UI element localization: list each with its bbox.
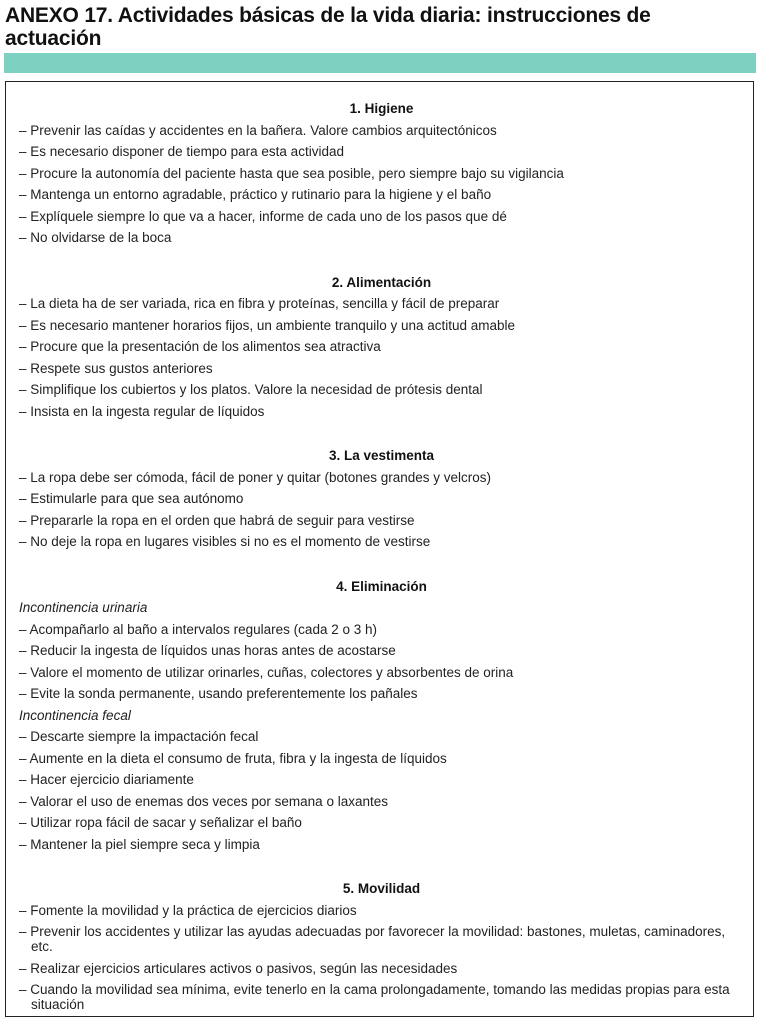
section-2-alimentacion	[19, 272, 744, 423]
bullet-dash: –	[19, 729, 27, 744]
bullet-dash: –	[19, 643, 27, 658]
bullet-dash: –	[19, 686, 27, 701]
list-item-text: Reducir la ingesta de líquidos unas horas antes de acostarse	[30, 643, 396, 658]
bullet-dash: –	[19, 122, 27, 138]
list-item	[19, 206, 744, 228]
list-item-text: Prevenir las caídas y accidentes en la bañera. Valore cambios arquitectónicos	[30, 122, 497, 138]
list-item	[19, 921, 744, 958]
bullet-dash: –	[19, 403, 27, 419]
list-item-text: Realizar ejercicios articulares activos o pasivos, según las necesidades	[30, 960, 458, 976]
bullet-dash: –	[19, 230, 27, 245]
list-item-text: Prepararle la ropa en el orden que habrá de seguir para vestirse	[30, 512, 415, 528]
list-item-text: Cuando la movilidad sea mínima, evite tenerlo en la cama prolongadamente, tomando las medidas propias para esta situación	[30, 982, 730, 1012]
list-item-text: Insista en la ingesta regular de líquidos	[30, 403, 265, 419]
list-item	[19, 358, 744, 380]
bullet-dash: –	[19, 296, 27, 311]
list-item-text: Utilizar ropa fácil de sacar y señalizar el baño	[30, 815, 302, 830]
bullet-dash: –	[19, 924, 27, 939]
list-item	[19, 141, 744, 163]
list-item-text: La ropa debe ser cómoda, fácil de poner y quitar (botones grandes y velcros)	[30, 469, 492, 485]
list-item	[19, 726, 744, 748]
instructions-panel	[5, 81, 754, 1017]
list-item-text: Valorar el uso de enemas dos veces por semana o laxantes	[30, 793, 388, 809]
list-item-text: No deje la ropa en lugares visibles si no es el momento de vestirse	[30, 534, 431, 549]
subsection-title: Incontinencia urinaria	[19, 600, 148, 615]
list-item	[19, 979, 744, 1016]
list-item	[19, 683, 744, 705]
list-item	[19, 401, 744, 423]
list-item-text: Mantenga un entorno agradable, práctico y rutinario para la higiene y el baño	[30, 187, 492, 202]
list-item-text: Acompañarlo al baño a intervalos regulares (cada 2 o 3 h)	[29, 621, 377, 637]
page-title: ANEXO 17. Actividades básicas de la vida diaria: instrucciones de actuación	[5, 4, 651, 50]
list-item	[19, 791, 744, 813]
bullet-dash: –	[19, 144, 27, 159]
list-item-text: Es necesario disponer de tiempo para esta actividad	[30, 144, 344, 159]
list-item	[19, 958, 744, 980]
list-item-text: No olvidarse de la boca	[30, 230, 172, 245]
item-list	[19, 467, 744, 553]
item-list	[19, 120, 744, 249]
bullet-dash: –	[19, 664, 27, 680]
bullet-dash: –	[19, 534, 27, 549]
list-item-text: Evite la sonda permanente, usando preferentemente los pañales	[30, 686, 418, 701]
instructions-content	[19, 98, 744, 1016]
item-list	[19, 293, 744, 422]
section-5-movilidad	[19, 878, 744, 1016]
list-item	[19, 748, 744, 770]
section-1-higiene	[19, 98, 744, 249]
list-item	[19, 163, 744, 185]
item-list	[19, 726, 744, 855]
list-item-text: Mantener la piel siempre seca y limpia	[30, 836, 260, 852]
list-item-text: Respete sus gustos anteriores	[30, 360, 213, 376]
list-item	[19, 336, 744, 358]
list-item-text: Simplifique los cubiertos y los platos. Valore la necesidad de prótesis dental	[30, 382, 483, 397]
section-title: 3. La vestimenta	[328, 448, 435, 463]
bullet-dash: –	[19, 512, 27, 528]
list-item-text: Procure que la presentación de los alimentos sea atractiva	[30, 339, 381, 354]
list-item	[19, 510, 744, 532]
subsection-title: Incontinencia fecal	[19, 707, 131, 723]
bullet-dash: –	[19, 772, 27, 787]
bullet-dash: –	[19, 187, 27, 202]
bullet-dash: –	[19, 815, 27, 830]
bullet-dash: –	[19, 317, 27, 333]
bullet-dash: –	[19, 491, 27, 506]
bullet-dash: –	[19, 836, 27, 852]
section-title: 1. Higiene	[349, 101, 414, 116]
section-3-la-vestimenta	[19, 445, 744, 553]
section-title: 5. Movilidad	[342, 881, 421, 896]
bullet-dash: –	[19, 469, 27, 485]
section-4-eliminacion	[19, 576, 744, 856]
list-item-text: Prevenir los accidentes y utilizar las ayudas adecuadas por favorecer la movilidad: bastones, muletas, caminadores, etc.	[30, 924, 726, 954]
header-color-band	[4, 53, 756, 73]
list-item	[19, 812, 744, 834]
list-item-text: Es necesario mantener horarios fijos, un ambiente tranquilo y una actitud amable	[30, 317, 516, 333]
list-item-text: Descarte siempre la impactación fecal	[30, 729, 259, 744]
list-item-text: Explíquele siempre lo que va a hacer, informe de cada uno de los pasos que dé	[30, 208, 507, 224]
list-item	[19, 662, 744, 684]
list-item	[19, 379, 744, 401]
bullet-dash: –	[19, 360, 27, 376]
bullet-dash: –	[19, 750, 27, 766]
item-list	[19, 900, 744, 1016]
list-item-text: Valore el momento de utilizar orinarles, cuñas, colectores y absorbentes de orina	[30, 664, 514, 680]
list-item-text: Estimularle para que sea autónomo	[30, 491, 244, 506]
bullet-dash: –	[19, 165, 27, 181]
list-item	[19, 120, 744, 142]
list-item	[19, 640, 744, 662]
list-item	[19, 834, 744, 856]
section-title: 4. Eliminación	[336, 578, 427, 594]
list-item	[19, 315, 744, 337]
item-list	[19, 619, 744, 705]
bullet-dash: –	[19, 208, 27, 224]
list-item	[19, 619, 744, 641]
bullet-dash: –	[19, 982, 27, 997]
list-item	[19, 293, 744, 315]
list-item	[19, 769, 744, 791]
list-item-text: Fomente la movilidad y la práctica de ejercicios diarios	[30, 902, 357, 918]
list-item	[19, 184, 744, 206]
list-item-text: La dieta ha de ser variada, rica en fibra y proteínas, sencilla y fácil de preparar	[30, 296, 500, 311]
list-item	[19, 227, 744, 249]
list-item-text: Aumente en la dieta el consumo de fruta, fibra y la ingesta de líquidos	[29, 750, 447, 766]
bullet-dash: –	[19, 382, 27, 397]
bullet-dash: –	[19, 902, 27, 918]
list-item	[19, 488, 744, 510]
list-item-text: Hacer ejercicio diariamente	[30, 772, 194, 787]
bullet-dash: –	[19, 621, 27, 637]
bullet-dash: –	[19, 960, 27, 976]
list-item	[19, 467, 744, 489]
bullet-dash: –	[19, 793, 27, 809]
bullet-dash: –	[19, 339, 27, 354]
list-item	[19, 900, 744, 922]
list-item-text: Procure la autonomía del paciente hasta que sea posible, pero siempre bajo su vigilancia	[30, 165, 564, 181]
list-item	[19, 531, 744, 553]
section-title: 2. Alimentación	[331, 274, 432, 290]
